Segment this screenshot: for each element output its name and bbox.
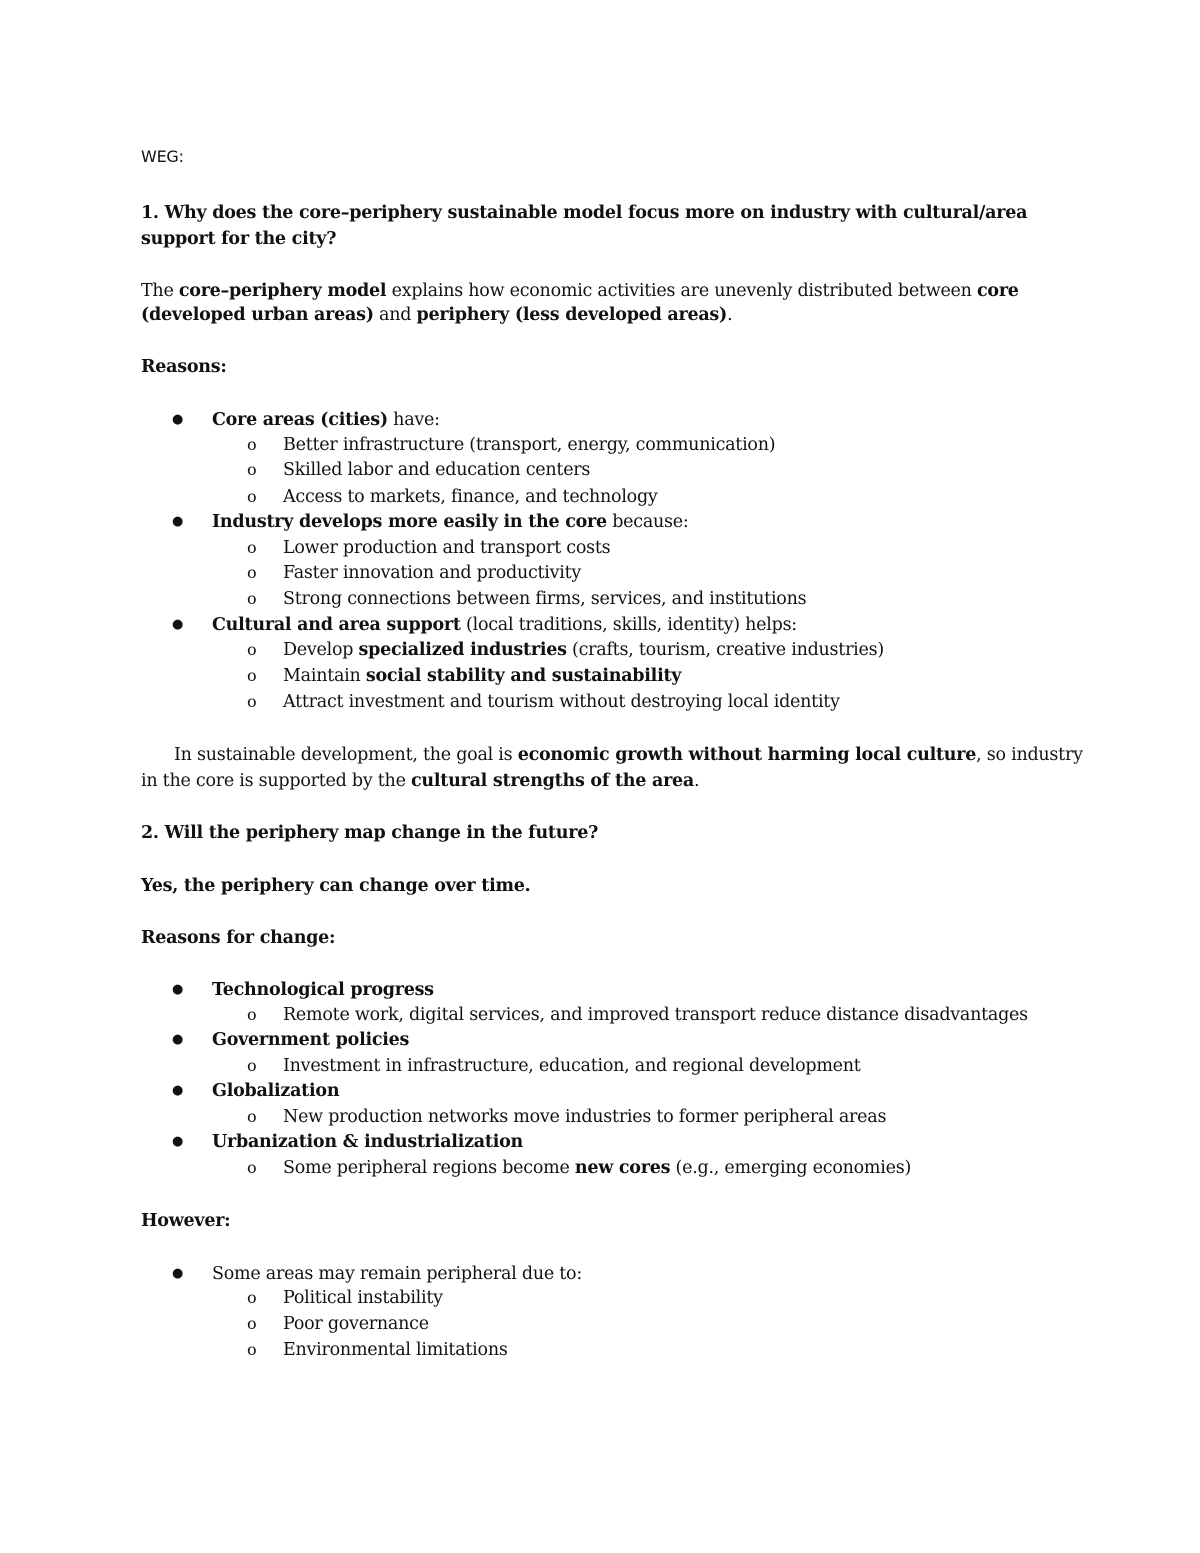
bullet-icon: ● xyxy=(172,412,184,427)
however-label: However: xyxy=(141,1211,231,1231)
sub-item: Lower production and transport costs xyxy=(283,538,611,558)
sub-bullet-icon: o xyxy=(247,563,257,582)
sub-bullet-icon: o xyxy=(247,1056,257,1075)
sub-item: Maintain social stability and sustainability xyxy=(283,666,682,686)
bullet-core-areas: Core areas (cities) have: xyxy=(212,410,440,430)
question-1-title: 1. Why does the core–periphery sustainable model focus more on industry with cultural/area xyxy=(141,203,1028,223)
intro-paragraph-cont: (developed urban areas) and periphery (less developed areas). xyxy=(141,305,733,325)
sub-item: Develop specialized industries (crafts, tourism, creative industries) xyxy=(283,640,884,660)
bullet-remain-peripheral: Some areas may remain peripheral due to: xyxy=(212,1264,582,1284)
sub-item: Some peripheral regions become new cores (e.g., emerging economies) xyxy=(283,1158,912,1178)
sub-item: Access to markets, finance, and technology xyxy=(283,487,658,507)
question-2-title: 2. Will the periphery map change in the future? xyxy=(141,823,599,843)
sub-bullet-icon: o xyxy=(247,435,257,454)
bullet-gov-policies: Government policies xyxy=(212,1030,410,1050)
sub-item: Faster innovation and productivity xyxy=(283,563,582,583)
bullet-cultural-support: Cultural and area support (local traditions, skills, identity) helps: xyxy=(212,615,797,635)
bullet-urbanization: Urbanization & industrialization xyxy=(212,1132,523,1152)
sub-item: Political instability xyxy=(283,1288,443,1308)
sub-bullet-icon: o xyxy=(247,487,257,506)
sub-bullet-icon: o xyxy=(247,538,257,557)
bullet-icon: ● xyxy=(172,1266,184,1281)
sub-item: Poor governance xyxy=(283,1314,429,1334)
bullet-industry: Industry develops more easily in the core because: xyxy=(212,512,689,532)
bullet-icon: ● xyxy=(172,617,184,632)
bullet-icon: ● xyxy=(172,982,184,997)
sub-item: Remote work, digital services, and improved transport reduce distance disadvantages xyxy=(283,1005,1028,1025)
bullet-icon: ● xyxy=(172,1032,184,1047)
sub-bullet-icon: o xyxy=(247,666,257,685)
bullet-tech-progress: Technological progress xyxy=(212,980,434,1000)
reasons-for-change-label: Reasons for change: xyxy=(141,928,336,948)
sub-item: Better infrastructure (transport, energy, communication) xyxy=(283,435,776,455)
sub-bullet-icon: o xyxy=(247,640,257,659)
sub-bullet-icon: o xyxy=(247,1005,257,1024)
bullet-globalization: Globalization xyxy=(212,1081,340,1101)
reasons-label: Reasons: xyxy=(141,357,227,377)
sub-bullet-icon: o xyxy=(247,460,257,479)
question-1-title-cont: support for the city? xyxy=(141,229,337,249)
answer-text: Yes, the periphery can change over time. xyxy=(141,876,531,896)
sub-item: Environmental limitations xyxy=(283,1340,508,1360)
bullet-icon: ● xyxy=(172,514,184,529)
summary-paragraph: In sustainable development, the goal is economic growth without harming local culture, so industry xyxy=(174,745,1083,765)
sub-bullet-icon: o xyxy=(247,1340,257,1359)
sub-item: Strong connections between firms, services, and institutions xyxy=(283,589,807,609)
sub-bullet-icon: o xyxy=(247,1158,257,1177)
bullet-icon: ● xyxy=(172,1134,184,1149)
sub-bullet-icon: o xyxy=(247,1288,257,1307)
sub-bullet-icon: o xyxy=(247,692,257,711)
sub-item: New production networks move industries to former peripheral areas xyxy=(283,1107,887,1127)
header-label: WEG: xyxy=(141,147,184,166)
sub-bullet-icon: o xyxy=(247,1314,257,1333)
sub-item: Attract investment and tourism without destroying local identity xyxy=(283,692,840,712)
bullet-icon: ● xyxy=(172,1083,184,1098)
sub-bullet-icon: o xyxy=(247,1107,257,1126)
summary-paragraph-cont: in the core is supported by the cultural strengths of the area. xyxy=(141,771,700,791)
sub-item: Skilled labor and education centers xyxy=(283,460,591,480)
intro-paragraph: The core–periphery model explains how economic activities are unevenly distributed between core xyxy=(141,281,1019,301)
sub-bullet-icon: o xyxy=(247,589,257,608)
sub-item: Investment in infrastructure, education, and regional development xyxy=(283,1056,861,1076)
